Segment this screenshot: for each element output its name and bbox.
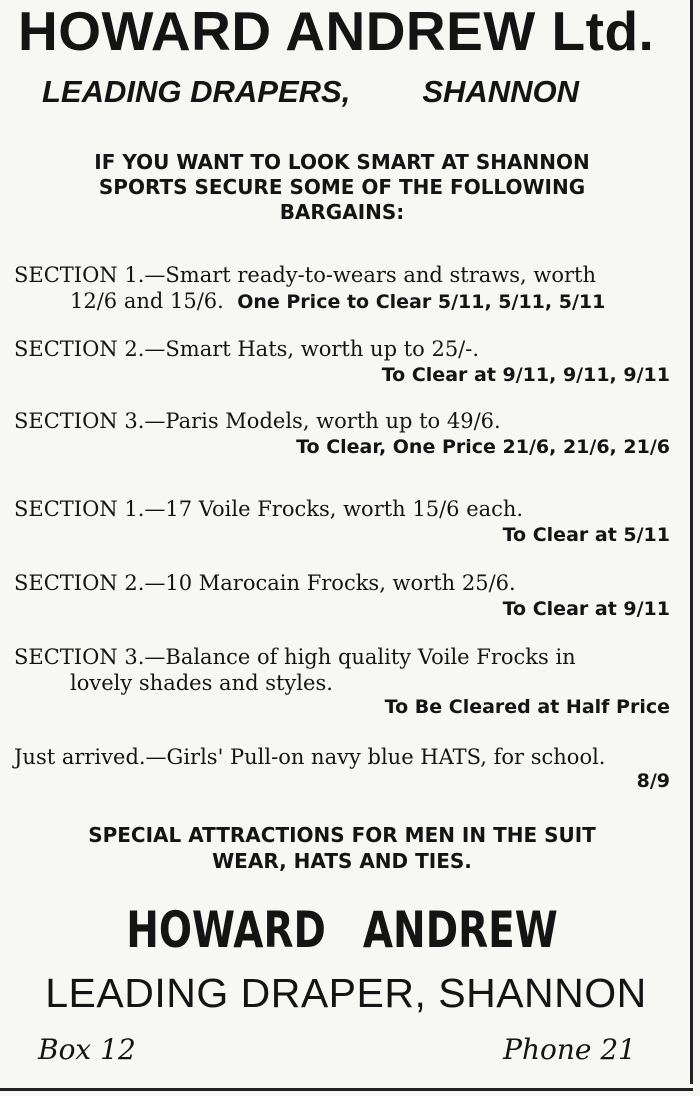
offer-item: [14, 408, 501, 434]
tagline-town: SHANNON: [422, 74, 580, 109]
arrival-item: Just arrived.—Girls' Pull-on navy blue HATS, for school.: [14, 745, 606, 769]
tagline-text: LEADING DRAPERS,: [42, 74, 351, 109]
footer-box-number: Box 12: [38, 1033, 136, 1066]
offer-heading: SECTION 2.: [14, 571, 145, 595]
company-name-heading: HOWARD ANDREW Ltd.: [18, 0, 655, 62]
offer-item: [14, 644, 576, 670]
offer-heading: SECTION 2.: [14, 337, 145, 361]
offer-price: To Clear at 9/11: [502, 598, 670, 620]
offer-text: —17 Voile Frocks, worth 15/6 each.: [144, 497, 524, 521]
offer-text: —10 Marocain Frocks, worth 25/6.: [144, 571, 516, 595]
offer-item: [14, 496, 523, 522]
intro-line: SPORTS SECURE SOME OF THE FOLLOWING: [98, 175, 586, 199]
offer-item: [14, 570, 516, 596]
special-line: WEAR, HATS AND TIES.: [212, 849, 472, 873]
intro-line: IF YOU WANT TO LOOK SMART AT SHANNON: [94, 150, 590, 174]
special-attractions: [0, 822, 684, 874]
offer-heading: SECTION 1.: [14, 263, 145, 287]
offer-price: To Clear at 9/11, 9/11, 9/11: [381, 364, 670, 386]
header-tagline: [42, 72, 579, 112]
footer-phone-number: Phone 21: [503, 1033, 636, 1066]
offer-cont-text: 12/6 and 15/6.: [70, 289, 224, 313]
footer-company-name: HOWARD ANDREW: [126, 901, 558, 959]
border-rule-bottom: [0, 1088, 693, 1091]
offer-price: To Be Cleared at Half Price: [384, 696, 670, 718]
intro-headline: [0, 150, 684, 225]
offer-price: To Clear, One Price 21/6, 21/6, 21/6: [296, 436, 670, 458]
offer-price: To Clear at 5/11: [502, 524, 670, 546]
border-rule-right: [690, 0, 693, 1084]
offer-continuation: [70, 288, 605, 315]
offer-text: —Smart ready-to-wears and straws, worth: [144, 263, 597, 287]
intro-line: BARGAINS:: [279, 200, 405, 224]
arrival-price: 8/9: [636, 770, 670, 792]
footer-tagline: LEADING DRAPER, SHANNON: [45, 970, 647, 1016]
offer-text: —Balance of high quality Voile Frocks in: [144, 645, 576, 669]
special-line: SPECIAL ATTRACTIONS FOR MEN IN THE SUIT: [88, 823, 596, 847]
offer-item: [14, 262, 596, 288]
offer-heading: SECTION 1.: [14, 497, 145, 521]
offer-item: [14, 336, 479, 362]
offer-text: —Paris Models, worth up to 49/6.: [144, 409, 501, 433]
offer-heading: SECTION 3.: [14, 645, 145, 669]
offer-continuation: lovely shades and styles.: [70, 671, 333, 695]
offer-price: One Price to Clear 5/11, 5/11, 5/11: [237, 291, 606, 313]
offer-heading: SECTION 3.: [14, 409, 145, 433]
offer-text: —Smart Hats, worth up to 25/-.: [144, 337, 480, 361]
